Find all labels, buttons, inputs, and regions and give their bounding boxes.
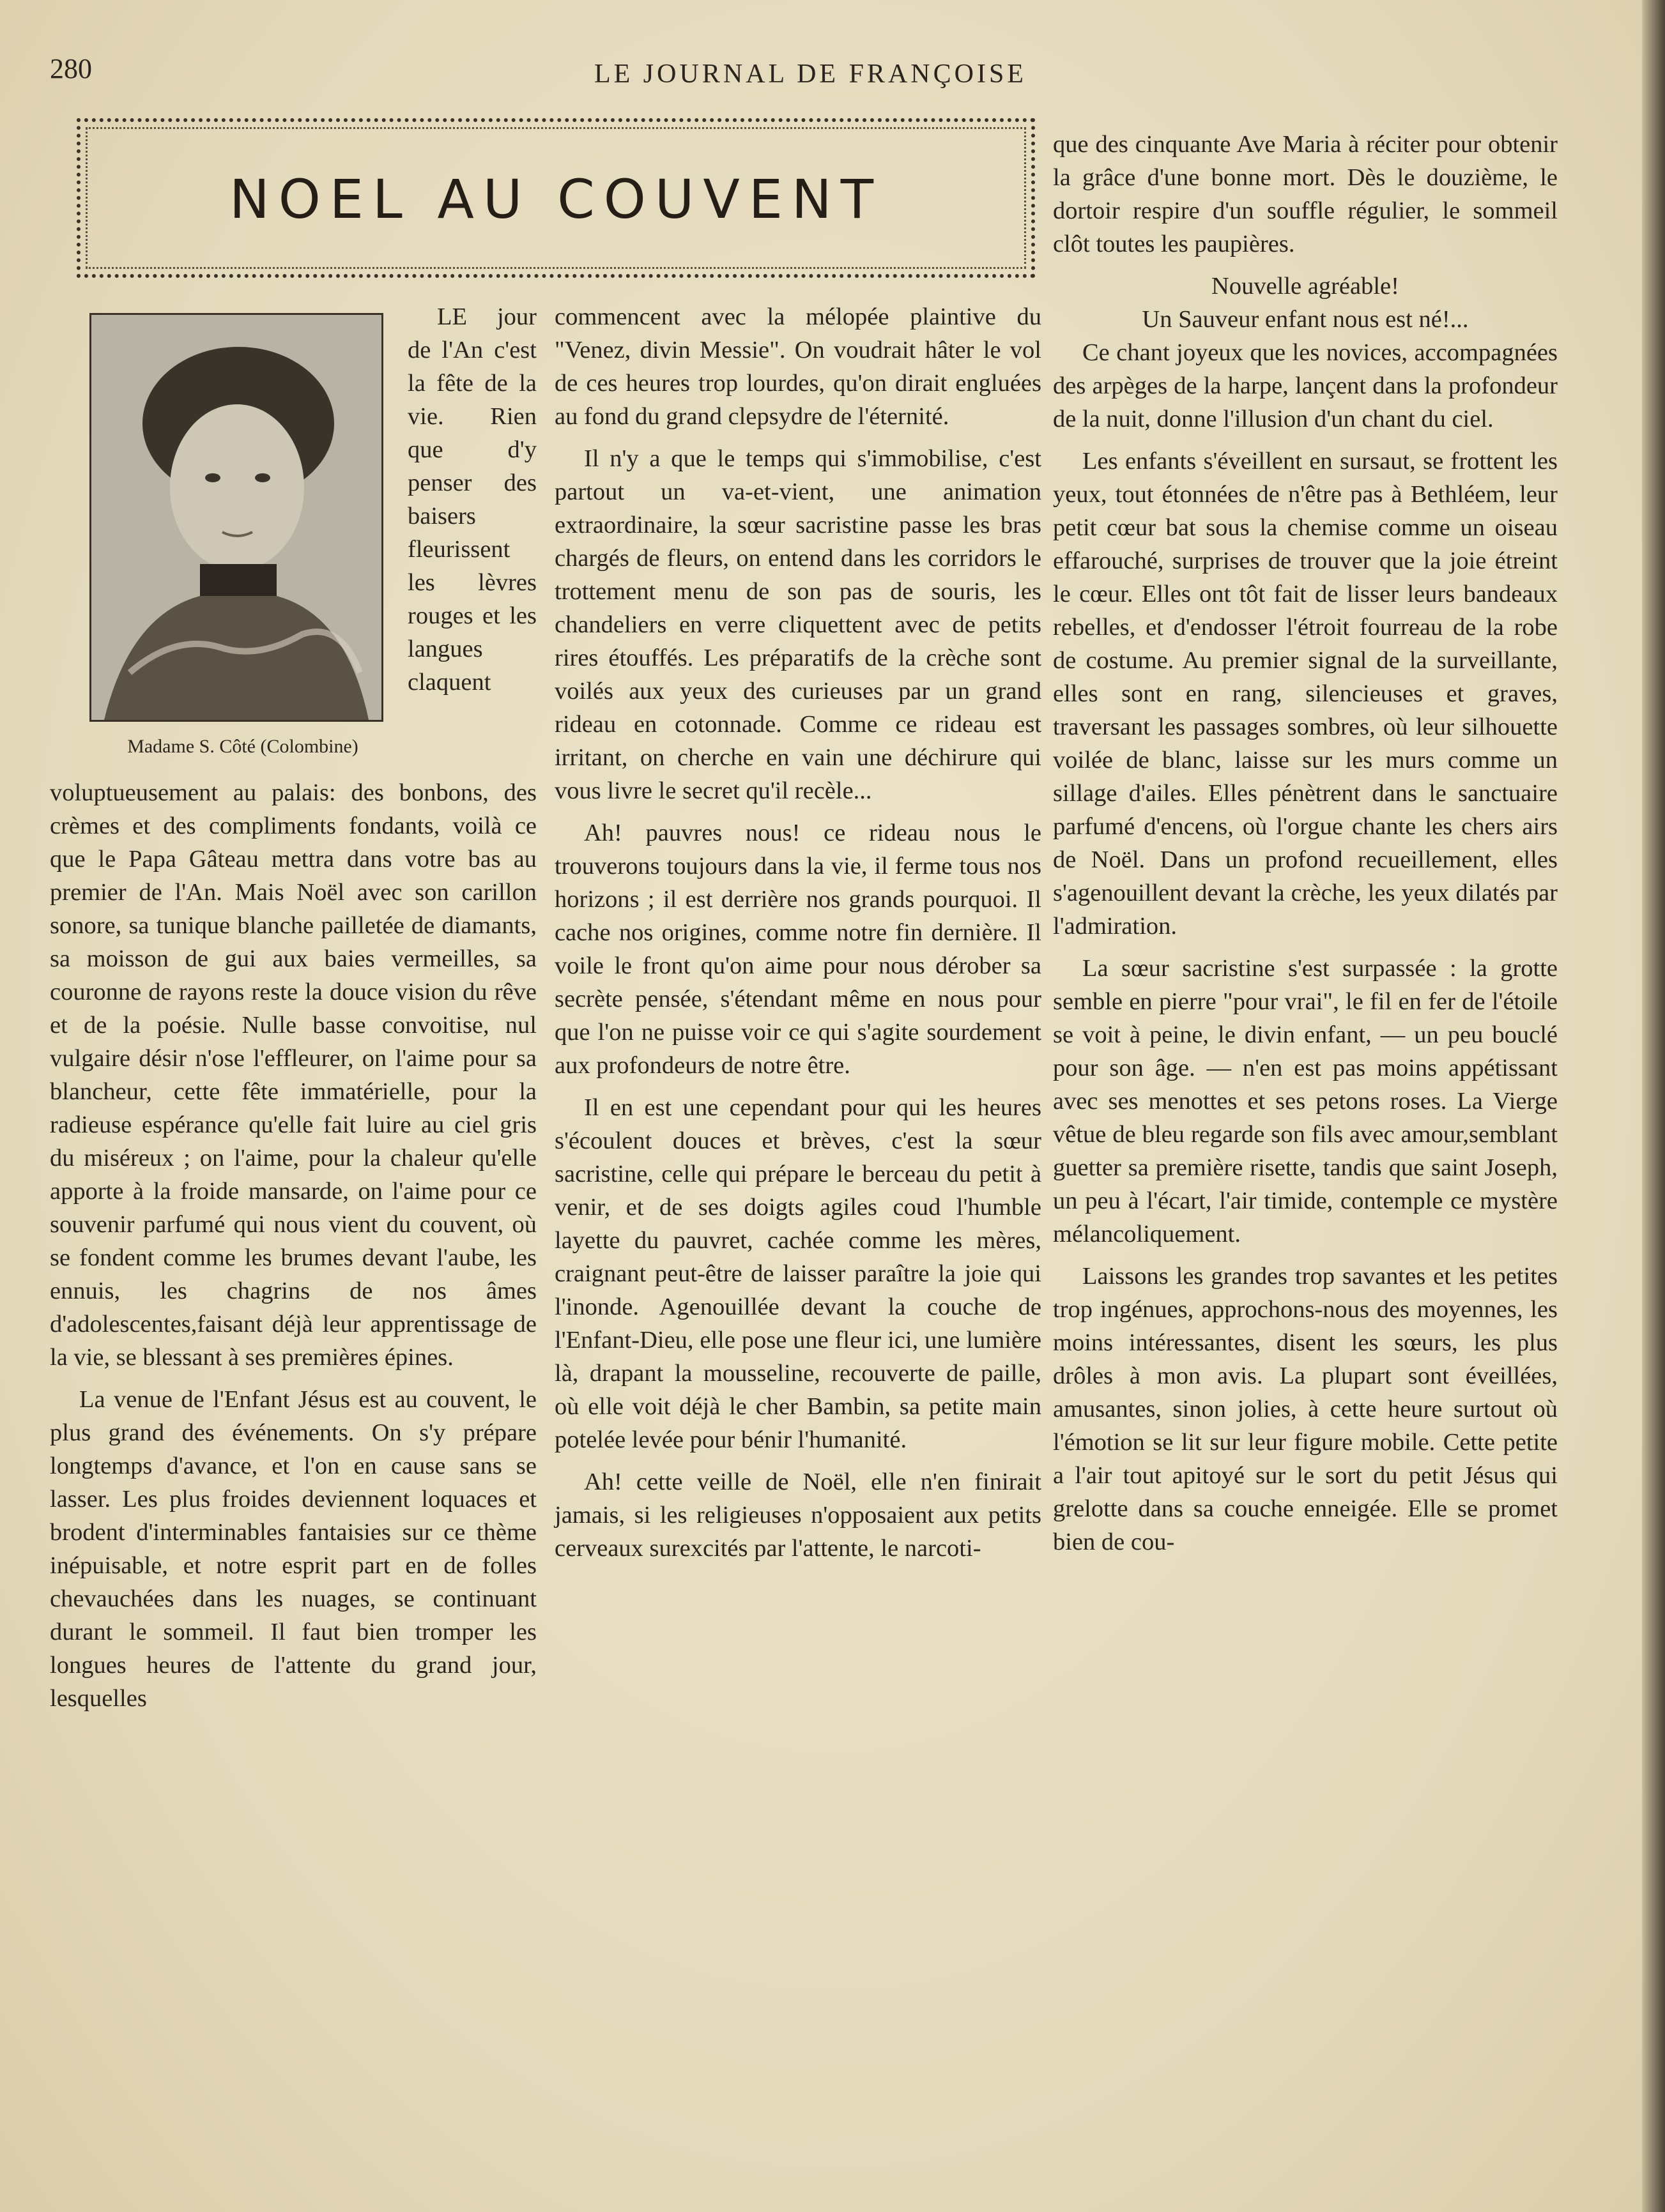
paragraph: La sœur sacristine s'est surpassée : la grotte semble en pierre "pour vrai", le fil en fer de l'étoile se voit à peine, le divin enfant, — un peu bouclé pour son âge. — n'en est pas moins appétissant avec ses menottes et ses petons roses. La Vierge vêtue de bleu regarde son fils avec amour,semblant guetter sa première risette, tandis que saint Joseph, un peu à l'écart, l'air timide, contemple ce mystère mélancoliquement.	[1053, 955, 1558, 1247]
paragraph: commencent avec la mélopée plaintive du "Venez, divin Messie". On voudrait hâter le vol de ces heures trop lourdes, qu'on dirait engluées au fond du grand clepsydre de l'éternité.	[555, 303, 1041, 430]
page-binding-edge	[1642, 0, 1665, 2212]
running-head: LE JOURNAL DE FRANÇOISE	[594, 59, 1027, 89]
title-ornamental-frame	[77, 118, 1035, 278]
text-column-2	[555, 300, 1041, 1574]
paragraph: Laissons les grandes trop savantes et les petites trop ingénues, approchons-nous des moyennes, les moins intéressantes, disent les sœurs, les plus drôles à mon avis. La plupart sont éveillées, amusantes, sinon jolies, à cette heure surtout où l'émotion se lit sur leur figure mobile. Cette petite a l'air tout apitoyé sur le sort du petit Jésus qui grelotte dans sa couche enneigée. Elle se promet bien de cou-	[1053, 1263, 1558, 1555]
paragraph: Il en est une cependant pour qui les heures s'écoulent douces et brèves, c'est la sœur sacristine, celle qui prépare le berceau du petit à venir, et de ses doigts agiles coud l'humble layette du pauvret, cachée comme les mères, craignant peut-être de laisser paraître la joie qui l'inonde. Agenouillée devant la couche de l'Enfant-Dieu, elle pose une fleur ici, une lumière là, drapant la mousseline, recouverte de paille, où elle voit déjà le cher Bambin, sa petite main potelée levée pour bénir l'humanité.	[555, 1094, 1041, 1453]
paragraph: Il n'y a que le temps qui s'immobilise, c'est partout un va-et-vient, une animation extraordinaire, la sœur sacristine passe les bras chargés de fleurs, on entend dans les corridors le trottement menu de son pas de souris, les chandeliers en verre cliquettent avec de petits rires étouffés. Les préparatifs de la crèche sont voilés aux yeux des curieuses par un grand rideau en cotonnade. Comme ce rideau est irritant, on cherche en vain une déchirure qui vous livre le secret qu'il recèle...	[555, 445, 1041, 804]
page-number: 280	[50, 53, 92, 84]
portrait-caption: Madame S. Côté (Colombine)	[127, 736, 358, 757]
paragraph: Ah! cette veille de Noël, elle n'en finirait jamais, si les religieuses n'opposaient aux petits cerveaux surexcités par l'attente, le narcoti-	[555, 1468, 1041, 1562]
text-column-1	[50, 300, 537, 1724]
article-title: NOEL AU COUVENT	[229, 168, 883, 231]
verse-line: Un Sauveur enfant nous est né!...	[1142, 306, 1469, 333]
paragraph: Ce chant joyeux que les novices, accompagnées des arpèges de la harpe, lançent dans la profondeur de la nuit, donne l'illusion d'un chant du ciel.	[1053, 339, 1558, 432]
text-column-3	[1053, 128, 1558, 1567]
paragraph: que des cinquante Ave Maria à réciter pour obtenir la grâce d'une bonne mort. Dès le douzième, le dortoir respire d'un souffle régulier, le sommeil clôt toutes les paupières.	[1053, 131, 1558, 257]
portrait-spacer	[50, 300, 408, 776]
paragraph: LE jour de l'An c'est la fête de la vie. Rien que d'y penser des baisers fleurissent les lèvres rouges et les langues claquent voluptueusement au palais: des bonbons, des crèmes et des compliments fondants, voilà ce que le Papa Gâteau mettra dans votre bas au premier de l'An. Mais Noël avec son carillon sonore, sa tunique blanche pailletée de diamants, sa moisson de gui aux baies vermeilles, sa couronne de rayons reste la douce vision du rêve et de la poésie. Nulle basse convoitise, nul vulgaire désir n'ose l'effleurer, on l'aime pour sa blancheur, cette fête immatérielle, pour la radieuse espérance qu'elle fait luire au ciel gris du miséreux ; on l'aime, pour la chaleur qu'elle apporte à la froide mansarde, on l'aime pour ce souvenir parfumé qui nous vient du couvent, où se fondent comme les brumes devant l'aube, les ennuis, les chagrins de nos âmes d'adolescentes,faisant déjà leur apprentissage de la vie, se blessant à ses premières épines.	[50, 303, 537, 1371]
paragraph: Ah! pauvres nous! ce rideau nous le trouverons toujours dans la vie, il ferme tous nos horizons ; il est derrière nos grands pourquoi. Il cache nos origines, comme notre fin dernière. Il voile le front qu'on aime pour nous dérober sa secrète pensée, s'étendant même en nous pour que l'on ne puisse voir ce qui s'agite sourdement aux profondeurs de notre être.	[555, 820, 1041, 1079]
paragraph: La venue de l'Enfant Jésus est au couvent, le plus grand des événements. On s'y prépare longtemps d'avance, et l'on en cause sans se lasser. Les plus froides deviennent loquaces et brodent d'interminables fantaisies sur ce thème inépuisable, et notre esprit part en de folles chevauchées dans les nuages, se continuant durant le sommeil. Il faut bien tromper les longues heures de l'attente du grand jour, lesquelles	[50, 1386, 537, 1712]
paragraph: Les enfants s'éveillent en sursaut, se frottent les yeux, tout étonnées de n'être pas à Bethléem, leur petit cœur bat sous la chemise comme un oiseau effarouché, surprises de trouver que la joie étreint le cœur. Elles ont tôt fait de lisser leurs bandeaux rebelles, et d'endosser l'étroit fourreau de la robe de costume. Au premier signal de la surveillante, elles sont en rang, silencieuses et graves, traversant les passages sombres, où leur silhouette voilée de blanc, laisse sur les murs comme un sillage d'ailes. Elles pénètrent dans le sanctuaire parfumé d'encens, où l'orgue chante les chers airs de Noël. Dans un profond recueillement, elles s'agenouillent devant la crèche, les yeux dilatés par l'admiration.	[1053, 448, 1558, 940]
verse-line: Nouvelle agréable!	[1211, 273, 1399, 300]
